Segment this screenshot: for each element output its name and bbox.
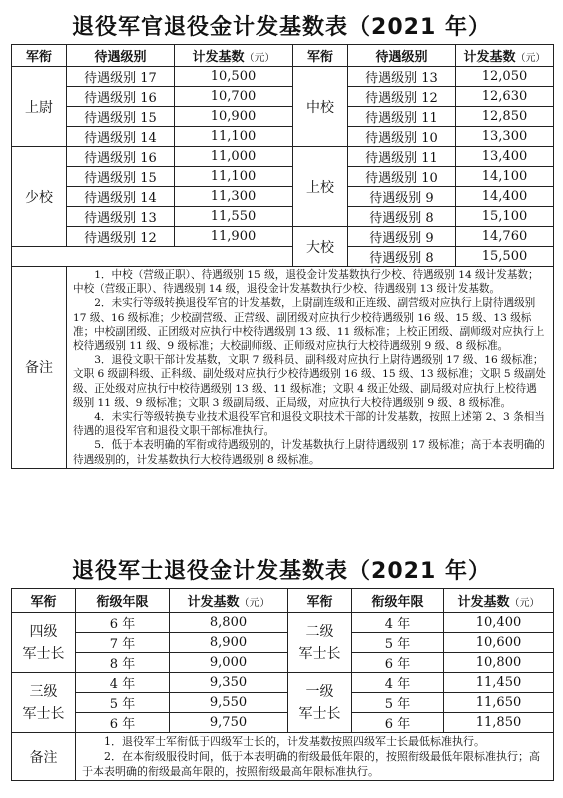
- header-unit: （元）: [515, 53, 546, 64]
- notes-label: 备注: [12, 267, 67, 469]
- amount-cell: 9,750: [170, 713, 288, 733]
- rank-cell: 三级 军士长: [12, 673, 76, 733]
- soldier-table-title: 退役军士退役金计发基数表（2021 年）: [72, 559, 491, 584]
- amount-cell: 10,700: [175, 87, 293, 107]
- amount-cell: 14,760: [456, 227, 554, 247]
- note-item: 5．低于本表明确的军衔或待遇级别的，计发基数执行上尉待遇级别 17 级标准；高于本表明确的待遇级别的，计发基数执行大校待遇级别 8 级标准。: [73, 439, 545, 466]
- note-item: 1．退役军士军衔低于四级军士长的，计发基数按照四级军士长最低标准执行。: [104, 735, 485, 748]
- amount-cell: 9,350: [170, 673, 288, 693]
- amount-cell: 15,500: [456, 247, 554, 267]
- header-rank: [12, 589, 76, 613]
- header-unit: （元）: [239, 598, 270, 609]
- grade-cell: 待遇级别 12: [67, 227, 175, 247]
- amount-cell: 9,000: [170, 653, 288, 673]
- soldier-table: [11, 588, 554, 781]
- header-base-label: 计发基数: [187, 595, 240, 610]
- officer-table-title: 退役军官退役金计发基数表（2021 年）: [72, 15, 491, 40]
- years-cell: 6 年: [352, 653, 444, 673]
- header-rank-label: 军衔: [306, 50, 333, 65]
- header-base: [175, 45, 293, 67]
- rank-cell: 中校: [293, 67, 348, 147]
- header-grade-label: 待遇级别: [375, 50, 428, 65]
- header-years-label: 衔级年限: [371, 595, 424, 610]
- amount-cell: 10,400: [444, 613, 554, 633]
- rank-cell: 少校: [12, 147, 67, 247]
- table-row: [12, 187, 554, 207]
- table-row: [12, 227, 554, 247]
- header-unit: （元）: [509, 598, 540, 609]
- table-row: [12, 207, 554, 227]
- note-item: 4．未实行等级转换专业技术退役军官和退役文职技术干部的计发基数，按照上述第 2、3 条相当待遇的退役军官和退役文职干部标准执行。: [73, 411, 545, 438]
- years-cell: 5 年: [352, 693, 444, 713]
- amount-cell: 13,300: [456, 127, 554, 147]
- note-item: 3．退役文职干部计发基数，文职 7 级科员、副科级对应执行上尉待遇级别 17 级、16 级标准；文职 6 级副科级、正科级、副处级对应执行少校待遇级别 16 级、15 级、13 级标准；文职 5 级副处级、正处级对应执行中校待遇级别 13 级、11 级标准；文职 4 级正处级、副局级对应执行上校待遇级别 11 级、9 级标准；文职 3 级副局级、正局级，对应执行大校待遇级别 9 级、8 级标准。: [73, 354, 546, 409]
- grade-cell: 待遇级别 11: [348, 147, 456, 167]
- note-item: 2．在本衔级服役时间，低于本表明确的衔级最低年限的，按照衔级最低年限标准执行；高于本表明确的衔级最高年限的，按照衔级最高年限标准执行。: [82, 750, 540, 778]
- grade-cell: 待遇级别 14: [67, 187, 175, 207]
- header-base-label: 计发基数: [463, 50, 516, 65]
- note-item: 2．未实行等级转换退役军官的计发基数，上尉副连级和正连级、副营级对应执行上尉待遇级别 17 级、16 级标准；少校副营级、正营级、副团级对应执行少校待遇级别 16 级、15 级、13 级标准；中校副团级、正团级对应执行中校待遇级别 13 级、11 级标准；上校正团级、副师级对应执行上校待遇级别 11 级、9 级标准；大校副师级、正师级对应执行大校待遇级别 9 级、8 级标准。: [73, 297, 545, 353]
- table-row: [12, 713, 554, 733]
- grade-cell: 待遇级别 13: [67, 207, 175, 227]
- years-cell: 4 年: [352, 613, 444, 633]
- header-rank-label: 军衔: [30, 595, 57, 610]
- header-grade: [67, 45, 175, 67]
- header-rank-label: 军衔: [306, 595, 333, 610]
- amount-cell: 12,630: [456, 87, 554, 107]
- grade-cell: 待遇级别 15: [67, 167, 175, 187]
- amount-cell: 10,500: [175, 67, 293, 87]
- header-grade-label: 待遇级别: [94, 50, 147, 65]
- amount-cell: 11,850: [444, 713, 554, 733]
- years-cell: 5 年: [352, 633, 444, 653]
- table-row: [12, 107, 554, 127]
- grade-cell: 待遇级别 11: [348, 107, 456, 127]
- years-cell: 4 年: [352, 673, 444, 693]
- table-row: [12, 673, 554, 693]
- amount-cell: 10,900: [175, 107, 293, 127]
- grade-cell: 待遇级别 15: [67, 107, 175, 127]
- grade-cell: 待遇级别 13: [348, 67, 456, 87]
- rank-cell: 一级 军士长: [288, 673, 352, 733]
- grade-cell: 待遇级别 16: [67, 87, 175, 107]
- table-row: [12, 693, 554, 713]
- header-base-label: 计发基数: [457, 595, 510, 610]
- years-cell: 8 年: [76, 653, 170, 673]
- amount-cell: 14,400: [456, 187, 554, 207]
- header-rank: [12, 45, 67, 67]
- amount-cell: 10,600: [444, 633, 554, 653]
- amount-cell: 8,800: [170, 613, 288, 633]
- amount-cell: 12,050: [456, 67, 554, 87]
- grade-cell: 待遇级别 17: [67, 67, 175, 87]
- empty-cell: [12, 247, 293, 267]
- header-unit: （元）: [244, 53, 275, 64]
- amount-cell: 11,100: [175, 167, 293, 187]
- header-base: [444, 589, 554, 613]
- grade-cell: 待遇级别 8: [348, 247, 456, 267]
- table-row: [12, 147, 554, 167]
- header-base: [170, 589, 288, 613]
- years-cell: 6 年: [352, 713, 444, 733]
- rank-cell: 上尉: [12, 67, 67, 147]
- years-cell: 6 年: [76, 613, 170, 633]
- amount-cell: 11,550: [175, 207, 293, 227]
- header-rank-label: 军衔: [25, 50, 52, 65]
- amount-cell: 14,100: [456, 167, 554, 187]
- grade-cell: 待遇级别 9: [348, 227, 456, 247]
- rank-cell: 大校: [293, 227, 348, 267]
- amount-cell: 8,900: [170, 633, 288, 653]
- amount-cell: 11,650: [444, 693, 554, 713]
- years-cell: 4 年: [76, 673, 170, 693]
- header-base: [456, 45, 554, 67]
- amount-cell: 11,450: [444, 673, 554, 693]
- header-years: [76, 589, 170, 613]
- table-row: [12, 613, 554, 633]
- header-years: [352, 589, 444, 613]
- notes-label: 备注: [12, 733, 76, 781]
- officer-table: [11, 44, 554, 469]
- amount-cell: 12,850: [456, 107, 554, 127]
- amount-cell: 11,000: [175, 147, 293, 167]
- notes-content: [76, 733, 554, 781]
- header-base-label: 计发基数: [192, 50, 245, 65]
- header-rank: [288, 589, 352, 613]
- grade-cell: 待遇级别 14: [67, 127, 175, 147]
- header-rank: [293, 45, 348, 67]
- amount-cell: 11,300: [175, 187, 293, 207]
- grade-cell: 待遇级别 16: [67, 147, 175, 167]
- table-row: [12, 633, 554, 653]
- rank-cell: 上校: [293, 147, 348, 227]
- amount-cell: 10,800: [444, 653, 554, 673]
- years-cell: 7 年: [76, 633, 170, 653]
- note-item: 1．中校（营级正职）、待遇级别 15 级，退役金计发基数执行少校、待遇级别 14 级计发基数；中校（营级正职）、待遇级别 14 级，退役金计发基数执行少校、待遇级别 13 级计发基数。: [73, 269, 539, 296]
- table-row: [12, 127, 554, 147]
- table-row: [12, 167, 554, 187]
- grade-cell: 待遇级别 10: [348, 127, 456, 147]
- rank-cell: 二级 军士长: [288, 613, 352, 673]
- amount-cell: 11,100: [175, 127, 293, 147]
- table-row: [12, 87, 554, 107]
- grade-cell: 待遇级别 8: [348, 207, 456, 227]
- grade-cell: 待遇级别 10: [348, 167, 456, 187]
- amount-cell: 13,400: [456, 147, 554, 167]
- years-cell: 5 年: [76, 693, 170, 713]
- table-row: [12, 247, 554, 267]
- notes-content: [67, 267, 554, 469]
- grade-cell: 待遇级别 12: [348, 87, 456, 107]
- years-cell: 6 年: [76, 713, 170, 733]
- rank-cell: 四级 军士长: [12, 613, 76, 673]
- amount-cell: 9,550: [170, 693, 288, 713]
- grade-cell: 待遇级别 9: [348, 187, 456, 207]
- header-grade: [348, 45, 456, 67]
- amount-cell: 15,100: [456, 207, 554, 227]
- amount-cell: 11,900: [175, 227, 293, 247]
- table-row: [12, 653, 554, 673]
- header-years-label: 衔级年限: [96, 595, 149, 610]
- table-row: [12, 67, 554, 87]
